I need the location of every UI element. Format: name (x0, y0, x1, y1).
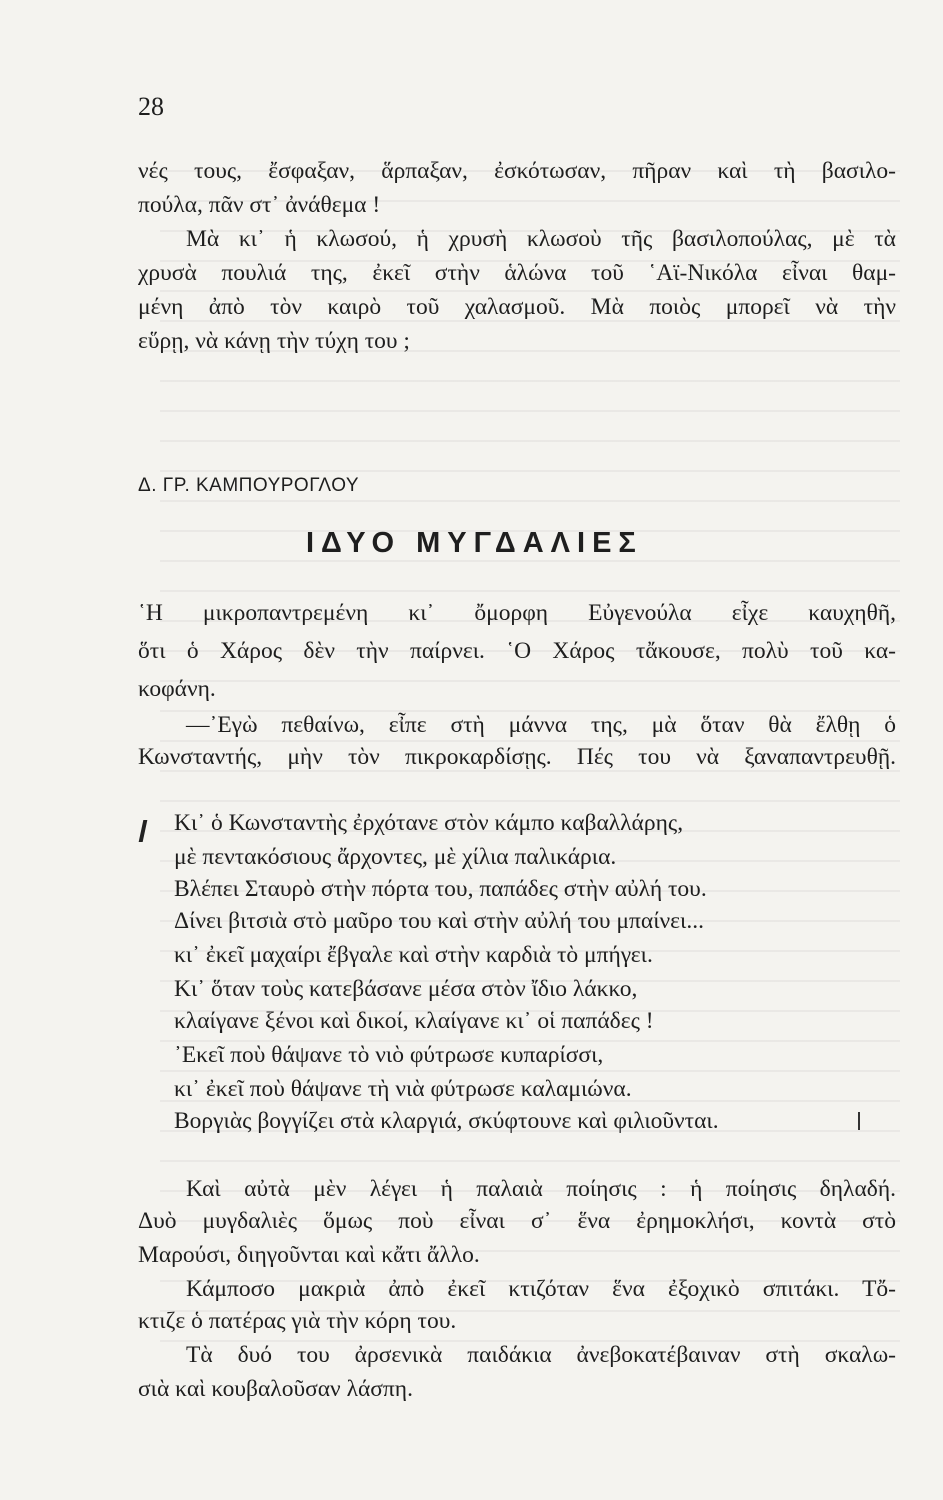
author-name: Δ. ΓΡ. ΚΑΜΠΟΥΡΟΓΛΟΥ (138, 475, 360, 496)
text-line: πούλα, πᾶν στ᾽ ἀνάθεμα ! (138, 192, 381, 218)
text-line: μένη ἀπὸ τὸν καιρὸ τοῦ χαλασμοῦ. Μὰ ποιὸς μπορεῖ νὰ τὴν (138, 294, 896, 320)
text-line: Δυὸ μυγδαλιὲς ὅμως ποὺ εἶναι σ᾽ ἕνα ἐρημοκλήσι, κοντὰ στὸ (138, 1208, 896, 1234)
text-line: ῾Η μικροπαντρεμένη κι᾽ ὄμορφη Εὐγενούλα εἶχε καυχηθῆ, (138, 600, 896, 626)
text-line: κτιζε ὁ πατέρας γιὰ τὴν κόρη του. (138, 1308, 457, 1334)
verse-line: κι᾽ ἐκεῖ ποὺ θάψανε τὴ νιὰ φύτρωσε καλαμιώνα. (174, 1076, 632, 1102)
chapter-title: ΙΔΥΟ ΜΥΓΔΑΛΙΕΣ (306, 527, 643, 559)
verse-line: μὲ πεντακόσιους ἄρχοντες, μὲ χίλια παλικάρια. (174, 844, 617, 870)
text-line: κοφάνη. (138, 676, 216, 702)
text-line: Κωνσταντής, μὴν τὸν πικροκαρδίσῃς. Πές του νὰ ξαναπαντρευθῇ. (138, 744, 896, 770)
verse-line: Κι᾽ ὅταν τοὺς κατεβάσανε μέσα στὸν ἴδιο λάκκο, (174, 976, 638, 1002)
text-line: σιὰ καὶ κουβαλοῦσαν λάσπη. (138, 1376, 413, 1402)
verse-line: Δίνει βιτσιὰ στὸ μαῦρο του καὶ στὴν αὐλή του μπαίνει... (174, 908, 704, 934)
verse-line: ᾽Εκεῖ ποὺ θάψανε τὸ νιὸ φύτρωσε κυπαρίσσι, (174, 1042, 604, 1068)
margin-mark (858, 1112, 860, 1130)
verse-line: Βοργιὰς βογγίζει στὰ κλαργιά, σκύφτουνε καὶ φιλιοῦνται. (174, 1108, 719, 1134)
text-line: Καὶ αὐτὰ μὲν λέγει ἡ παλαιὰ ποίησις : ἡ ποίησις δηλαδή. (186, 1176, 896, 1202)
verse-line: κλαίγανε ξένοι καὶ δικοί, κλαίγανε κι᾽ οἱ παπάδες ! (174, 1008, 654, 1034)
text-line: Μαρούσι, διηγοῦνται καὶ κἄτι ἄλλο. (138, 1242, 480, 1268)
text-line: Τὰ δυό του ἀρσενικὰ παιδάκια ἀνεβοκατέβαιναν στὴ σκαλω- (186, 1342, 896, 1368)
verse-line: κι᾽ ἐκεῖ μαχαίρι ἔβγαλε καὶ στὴν καρδιὰ τὸ μπήγει. (174, 942, 653, 968)
text-line: νές τους, ἔσφαξαν, ἅρπαξαν, ἐσκότωσαν, πῆραν καὶ τὴ βασιλο- (138, 158, 896, 184)
text-line: χρυσὰ πουλιά της, ἐκεῖ στὴν ἁλώνα τοῦ ῾Αϊ-Νικόλα εἶναι θαμ- (138, 260, 896, 286)
text-line: εὕρῃ, νὰ κάνῃ τὴν τύχη του ; (138, 328, 410, 354)
verse-line: Κι᾽ ὁ Κωνσταντὴς ἐρχότανε στὸν κάμπο καβαλλάρης, (174, 810, 684, 836)
text-line: Κάμποσο μακριὰ ἀπὸ ἐκεῖ κτιζόταν ἕνα ἐξοχικὸ σπιτάκι. Τὄ- (186, 1276, 896, 1302)
text-line: Μὰ κι᾽ ἡ κλωσού, ἡ χρυσὴ κλωσοὺ τῆς βασιλοπούλας, μὲ τὰ (186, 226, 896, 252)
text-line: —᾽Εγὼ πεθαίνω, εἶπε στὴ μάννα της, μὰ ὅταν θὰ ἔλθῃ ὁ (186, 712, 896, 738)
verse-line: Βλέπει Σταυρὸ στὴν πόρτα του, παπάδες στὴν αὐλή του. (174, 876, 707, 902)
text-line: ὅτι ὁ Χάρος δὲν τὴν παίρνει. ῾Ο Χάρος τἄκουσε, πολὺ τοῦ κα- (138, 638, 896, 664)
margin-mark (139, 820, 148, 842)
page-number: 28 (138, 92, 164, 121)
